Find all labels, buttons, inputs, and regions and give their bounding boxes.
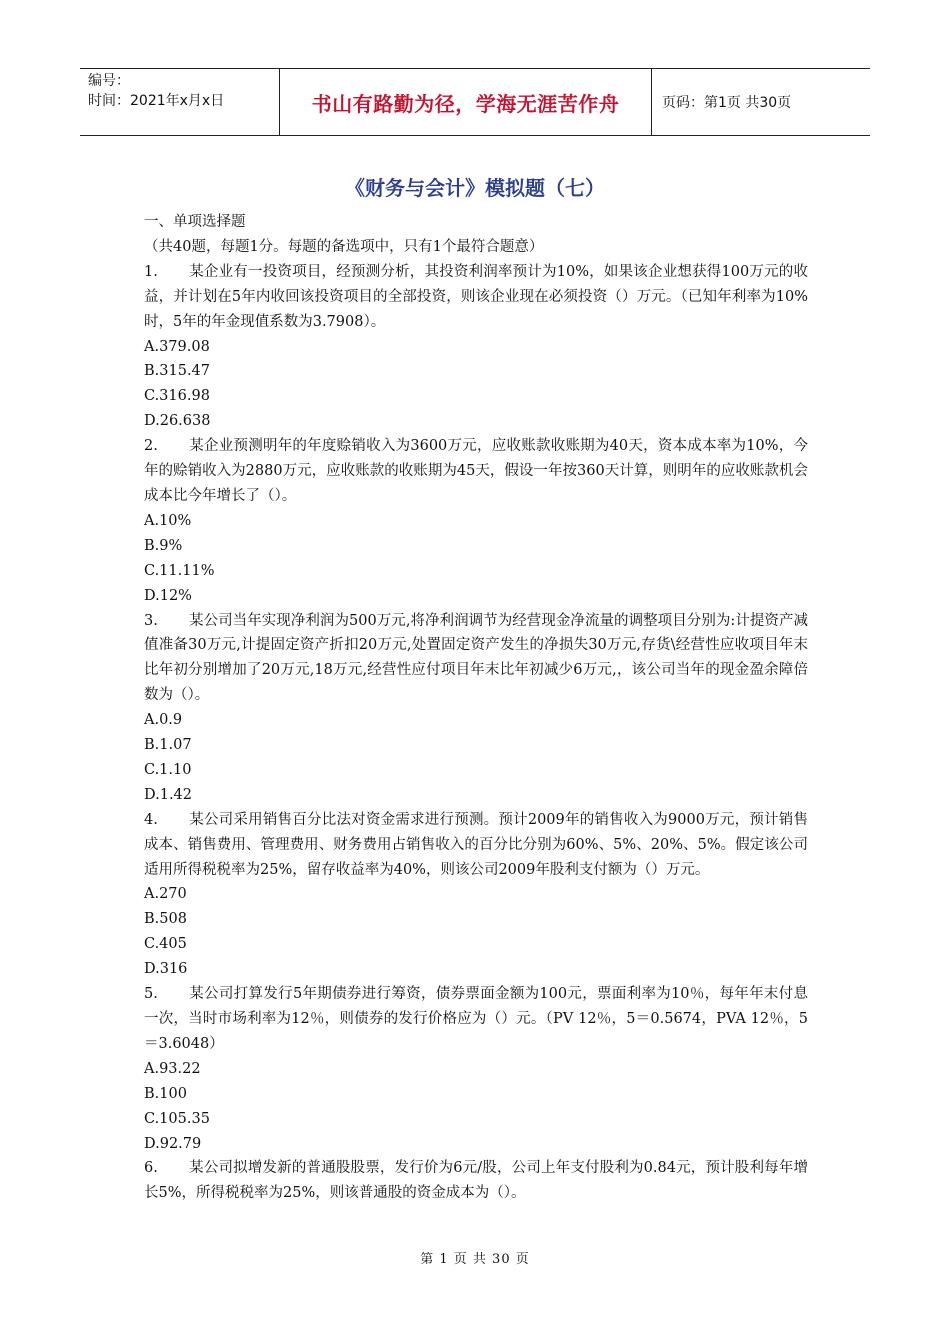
option: A.379.08	[144, 338, 210, 355]
page-header	[80, 68, 870, 136]
question-text: 某企业有一投资项目，经预测分析，其投资利润率预计为10%，如果该企业想获得100万元的收益，并计划在5年内收回该投资项目的全部投资，则该企业现在必须投资（）万元。（已知年利率为10%时，5年的年金现值系数为3.7908）。	[144, 263, 808, 330]
page-footer: 第 1 页 共 30 页	[420, 1252, 530, 1267]
question-text: 某公司拟增发新的普通股股票，发行价为6元/股，公司上年支付股利为0.84元，预计股利每年增长5%，所得税税率为25%，则该普通股的资金成本为（）。	[144, 1160, 808, 1202]
option: B.1.07	[144, 737, 192, 754]
question-number: 3.	[144, 612, 158, 629]
question	[144, 609, 808, 709]
document-number-label: 编号：	[88, 73, 130, 89]
document-title: 《财务与会计》模拟题（七）	[345, 176, 605, 200]
section-heading: 一、单项选择题	[144, 214, 246, 230]
section-note: （共40题，每题1分。每题的备选项中，只有1个最符合题意）	[144, 238, 544, 255]
question-number: 6.	[144, 1160, 158, 1177]
question-number: 1.	[144, 263, 158, 280]
question-text: 某公司采用销售百分比法对资金需求进行预测。预计2009年的销售收入为9000万元，预计销售成本、销售费用、管理费用、财务费用占销售收入的百分比分别为60%、5%、20%、5%。假定该公司适用所得税税率为25%，留存收益率为40%，则该公司2009年股利支付额为（）万元。	[144, 811, 808, 878]
question	[144, 982, 808, 1057]
option: D.316	[144, 961, 188, 978]
question	[144, 1156, 808, 1206]
question-number: 5.	[144, 986, 158, 1003]
option: A.0.9	[144, 712, 183, 729]
option: C.1.10	[144, 761, 192, 778]
header-left-cell	[80, 69, 280, 135]
option: A.93.22	[144, 1060, 201, 1077]
question	[144, 808, 808, 883]
question-number: 4.	[144, 811, 158, 828]
option: D.1.42	[144, 786, 193, 803]
question-text: 某公司当年实现净利润为500万元,将净利润调节为经营现金净流量的调整项目分别为:计提资产减值准备30万元,计提固定资产折扣20万元,处置固定资产发生的净损失30万元,存货\经营性应收项目年末比年初分别增加了20万元,18万元,经营性应付项目年末比年初减少6万元,，该公司当年的现金盈余障倍数为（）。	[144, 612, 808, 704]
header-motto: 书山有路勤为径，学海无涯苦作舟	[280, 69, 652, 135]
option: B.100	[144, 1085, 187, 1102]
question	[144, 260, 808, 335]
question-number: 2.	[144, 438, 158, 455]
option: C.405	[144, 936, 187, 953]
option: B.9%	[144, 537, 183, 554]
header-page-label: 页码：第1页 共30页	[662, 95, 792, 111]
option: C.105.35	[144, 1110, 210, 1127]
option: C.11.11%	[144, 562, 215, 579]
option: D.92.79	[144, 1135, 202, 1152]
option: C.316.98	[144, 388, 210, 405]
option: D.26.638	[144, 413, 211, 430]
document-body	[144, 210, 808, 1206]
question-text: 某公司打算发行5年期债券进行筹资，债券票面金额为100元，票面利率为10％，每年年末付息一次，当时市场利率为12％，则债券的发行价格应为（）元。（PV 12％，5＝0.5674，PVA 12％，5＝3.6048）	[144, 986, 808, 1052]
option: A.270	[144, 886, 187, 903]
option: B.315.47	[144, 363, 211, 380]
document-date-label: 时间：2021年x月x日	[88, 93, 225, 109]
option: A.10%	[144, 512, 192, 529]
question-text: 某企业预测明年的年度赊销收入为3600万元，应收账款收账期为40天，资本成本率为10%，今年的赊销收入为2880万元，应收账款的收账期为45天，假设一年按360天计算，则明年的应收账款机会成本比今年增长了（）。	[144, 438, 808, 504]
option: D.12%	[144, 587, 192, 604]
option: B.508	[144, 911, 187, 928]
question	[144, 434, 808, 509]
